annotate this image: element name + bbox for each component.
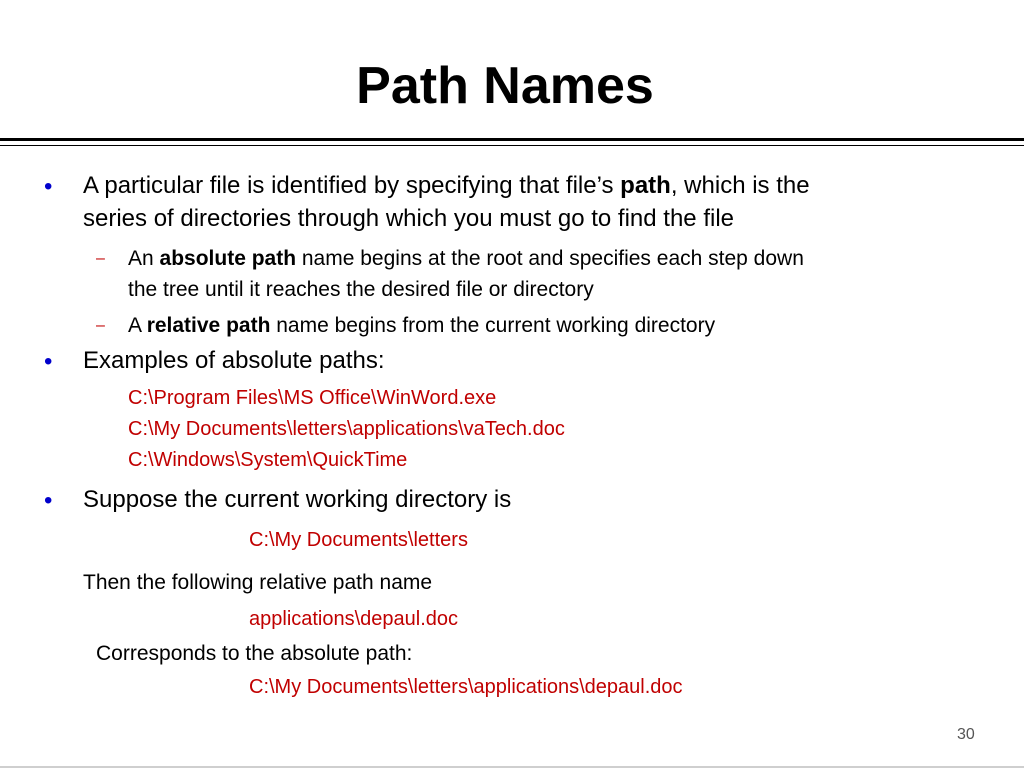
- then-text: Then the following relative path name: [83, 571, 433, 594]
- slide-title: Path Names: [356, 57, 654, 115]
- bullet1-line2: series of directories through which you must go to find the file: [83, 205, 734, 232]
- sub1-bold: absolute path: [159, 247, 297, 270]
- title-divider-thick: [0, 138, 1024, 141]
- bullet2-text: Examples of absolute paths:: [83, 347, 385, 374]
- sub2-text-a: A: [128, 314, 147, 337]
- bullet1-text-a: A particular file is identified by specifying that file’s: [83, 172, 621, 199]
- bullet-marker: •: [44, 348, 53, 375]
- sub1-text-b: name begins at the root and specifies each step down: [296, 247, 804, 270]
- bullet1-line1: [83, 170, 810, 202]
- sub1-line2: the tree until it reaches the desired file or directory: [128, 278, 594, 301]
- bullet3-text: Suppose the current working directory is: [83, 486, 512, 513]
- relative-path: applications\depaul.doc: [249, 608, 459, 630]
- sub2-text-b: name begins from the current working directory: [270, 314, 716, 337]
- cwd-path: C:\My Documents\letters: [249, 529, 468, 551]
- corresponds-text: Corresponds to the absolute path:: [96, 642, 413, 665]
- bullet1-text-b: , which is the: [670, 172, 810, 199]
- sub1-line1: [128, 243, 804, 274]
- sub2-line1: [128, 310, 715, 341]
- dash-marker: –: [96, 317, 105, 334]
- absolute-path-result: C:\My Documents\letters\applications\depaul.doc: [249, 676, 683, 698]
- bullet-marker: •: [44, 173, 53, 200]
- sub2-bold: relative path: [146, 314, 271, 337]
- bullet1-bold: path: [620, 172, 671, 199]
- page-number: 30: [957, 726, 975, 743]
- bullet-marker: •: [44, 487, 53, 514]
- dash-marker: –: [96, 250, 105, 267]
- example-path-3: C:\Windows\System\QuickTime: [128, 449, 408, 471]
- title-divider-thin: [0, 145, 1024, 146]
- sub1-text-a: An: [128, 247, 160, 270]
- example-path-2: C:\My Documents\letters\applications\vaTech.doc: [128, 418, 565, 440]
- example-path-1: C:\Program Files\MS Office\WinWord.exe: [128, 387, 497, 409]
